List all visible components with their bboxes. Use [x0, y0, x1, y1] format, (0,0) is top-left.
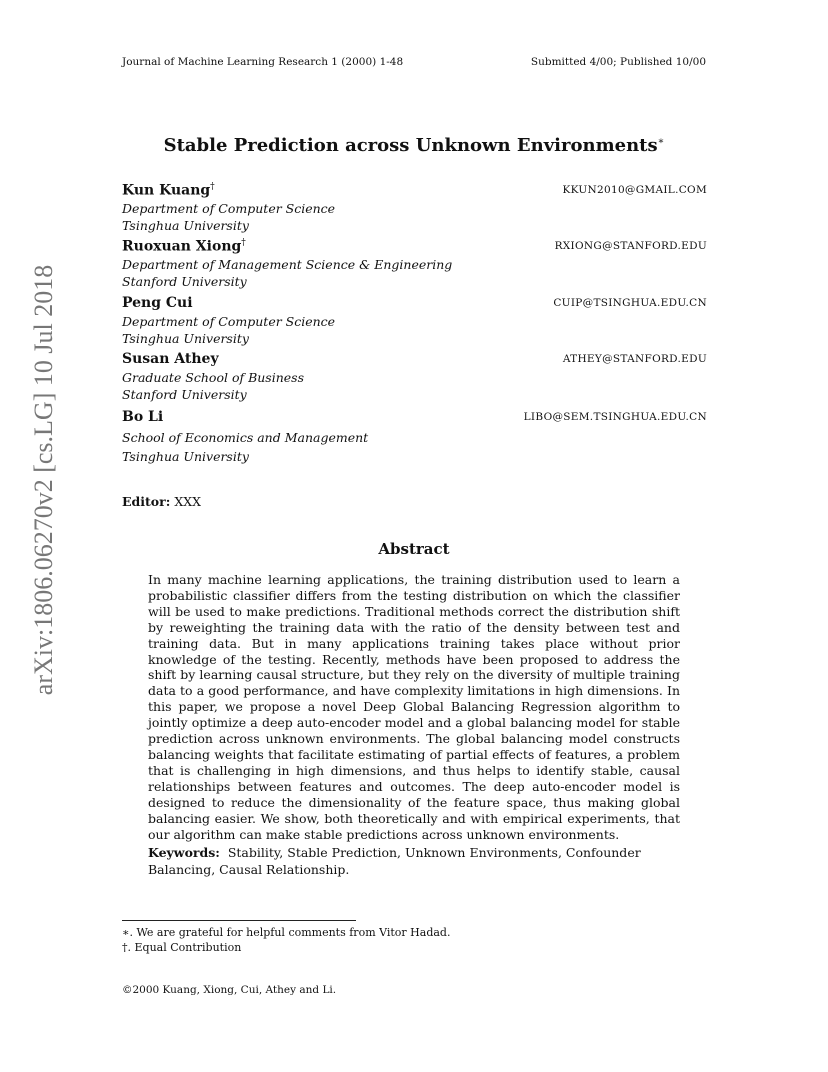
- footnote-divider: [122, 920, 356, 921]
- equal-contribution-mark: †: [210, 182, 215, 192]
- paper-title: [0, 135, 828, 156]
- author-email[interactable]: RXIONG@STANFORD.EDU: [554, 240, 707, 252]
- author-institution: Stanford University: [122, 386, 247, 402]
- author-email[interactable]: ATHEY@STANFORD.EDU: [562, 353, 707, 365]
- author-block: [122, 238, 707, 290]
- journal-header: Journal of Machine Learning Research 1 (2000) 1-48: [122, 56, 404, 68]
- editor-line: [122, 494, 201, 509]
- author-name-text: Bo Li: [122, 409, 164, 425]
- author-email[interactable]: CUIP@TSINGHUA.EDU.CN: [553, 297, 707, 309]
- author-department: School of Economics and Management: [122, 430, 369, 445]
- footnote-acknowledgment: ∗. We are grateful for helpful comments from Vitor Hadad.: [122, 926, 451, 939]
- author-institution: Tsinghua University: [122, 217, 249, 233]
- keywords-line: [148, 844, 680, 878]
- author-department: Graduate School of Business: [122, 370, 305, 385]
- submission-dates: Submitted 4/00; Published 10/00: [530, 56, 706, 68]
- author-name-text: Ruoxuan Xiong: [122, 238, 242, 255]
- arxiv-stamp-text: arXiv:1806.06270v2 [cs.LG] 10 Jul 2018: [29, 264, 58, 696]
- author-name-text: Peng Cui: [122, 295, 193, 311]
- abstract-heading: Abstract: [378, 540, 450, 558]
- author-institution: Tsinghua University: [122, 449, 249, 464]
- title-footnote-mark: ∗: [657, 136, 665, 147]
- equal-contribution-mark: †: [241, 238, 246, 248]
- author-department: Department of Computer Science: [122, 201, 336, 216]
- title-text: Stable Prediction across Unknown Environments: [163, 135, 658, 156]
- copyright-notice: ©2000 Kuang, Xiong, Cui, Athey and Li.: [122, 984, 337, 996]
- author-department: Department of Management Science & Engineering: [122, 257, 453, 272]
- editor-value: XXX: [174, 494, 202, 509]
- author-block: [122, 351, 707, 403]
- author-email[interactable]: LIBO@SEM.TSINGHUA.EDU.CN: [523, 411, 707, 423]
- abstract-body: In many machine learning applications, the training distribution used to learn a probabilistic classifier differs from the testing distribution on which the classifier will be used to make predictions. Traditional methods correct the distribution shift by reweighting the training data with the ratio of the density between test and training data. But in many applications training takes place without prior knowledge of the testing. Recently, methods have been proposed to address the shift by learning causal structure, but they rely on the diversity of multiple training data to a good performance, and have complexity limitations in high dimensions. In this paper, we propose a novel Deep Global Balancing Regression algorithm to jointly optimize a deep auto-encoder model and a global balancing model for stable prediction across unknown environments. The global balancing model constructs balancing weights that facilitate estimating of partial effects of features, a problem that is challenging in high dimensions, and thus helps to identify stable, causal relationships between features and outcomes. The deep auto-encoder model is designed to reduce the dimensionality of the feature space, thus making global balancing easier. We show, both theoretically and with empirical experiments, that our algorithm can make stable predictions across unknown environments.: [148, 572, 680, 842]
- author-name-text: Kun Kuang: [122, 182, 211, 199]
- author-institution: Stanford University: [122, 273, 247, 289]
- footnote-equal-contribution: †. Equal Contribution: [122, 941, 242, 954]
- author-institution: Tsinghua University: [122, 330, 249, 346]
- author-email[interactable]: KKUN2010@GMAIL.COM: [562, 184, 707, 196]
- author-department: Department of Computer Science: [122, 314, 336, 329]
- keywords-label: Keywords:: [148, 845, 220, 860]
- author-block: [122, 409, 707, 466]
- author-block: [122, 295, 707, 347]
- author-block: [122, 182, 707, 234]
- editor-label: Editor:: [122, 494, 171, 509]
- keywords-text: Stability, Stable Prediction, Unknown Environments, Confounder Balancing, Causal Relationship.: [148, 845, 641, 877]
- author-name-text: Susan Athey: [122, 351, 219, 367]
